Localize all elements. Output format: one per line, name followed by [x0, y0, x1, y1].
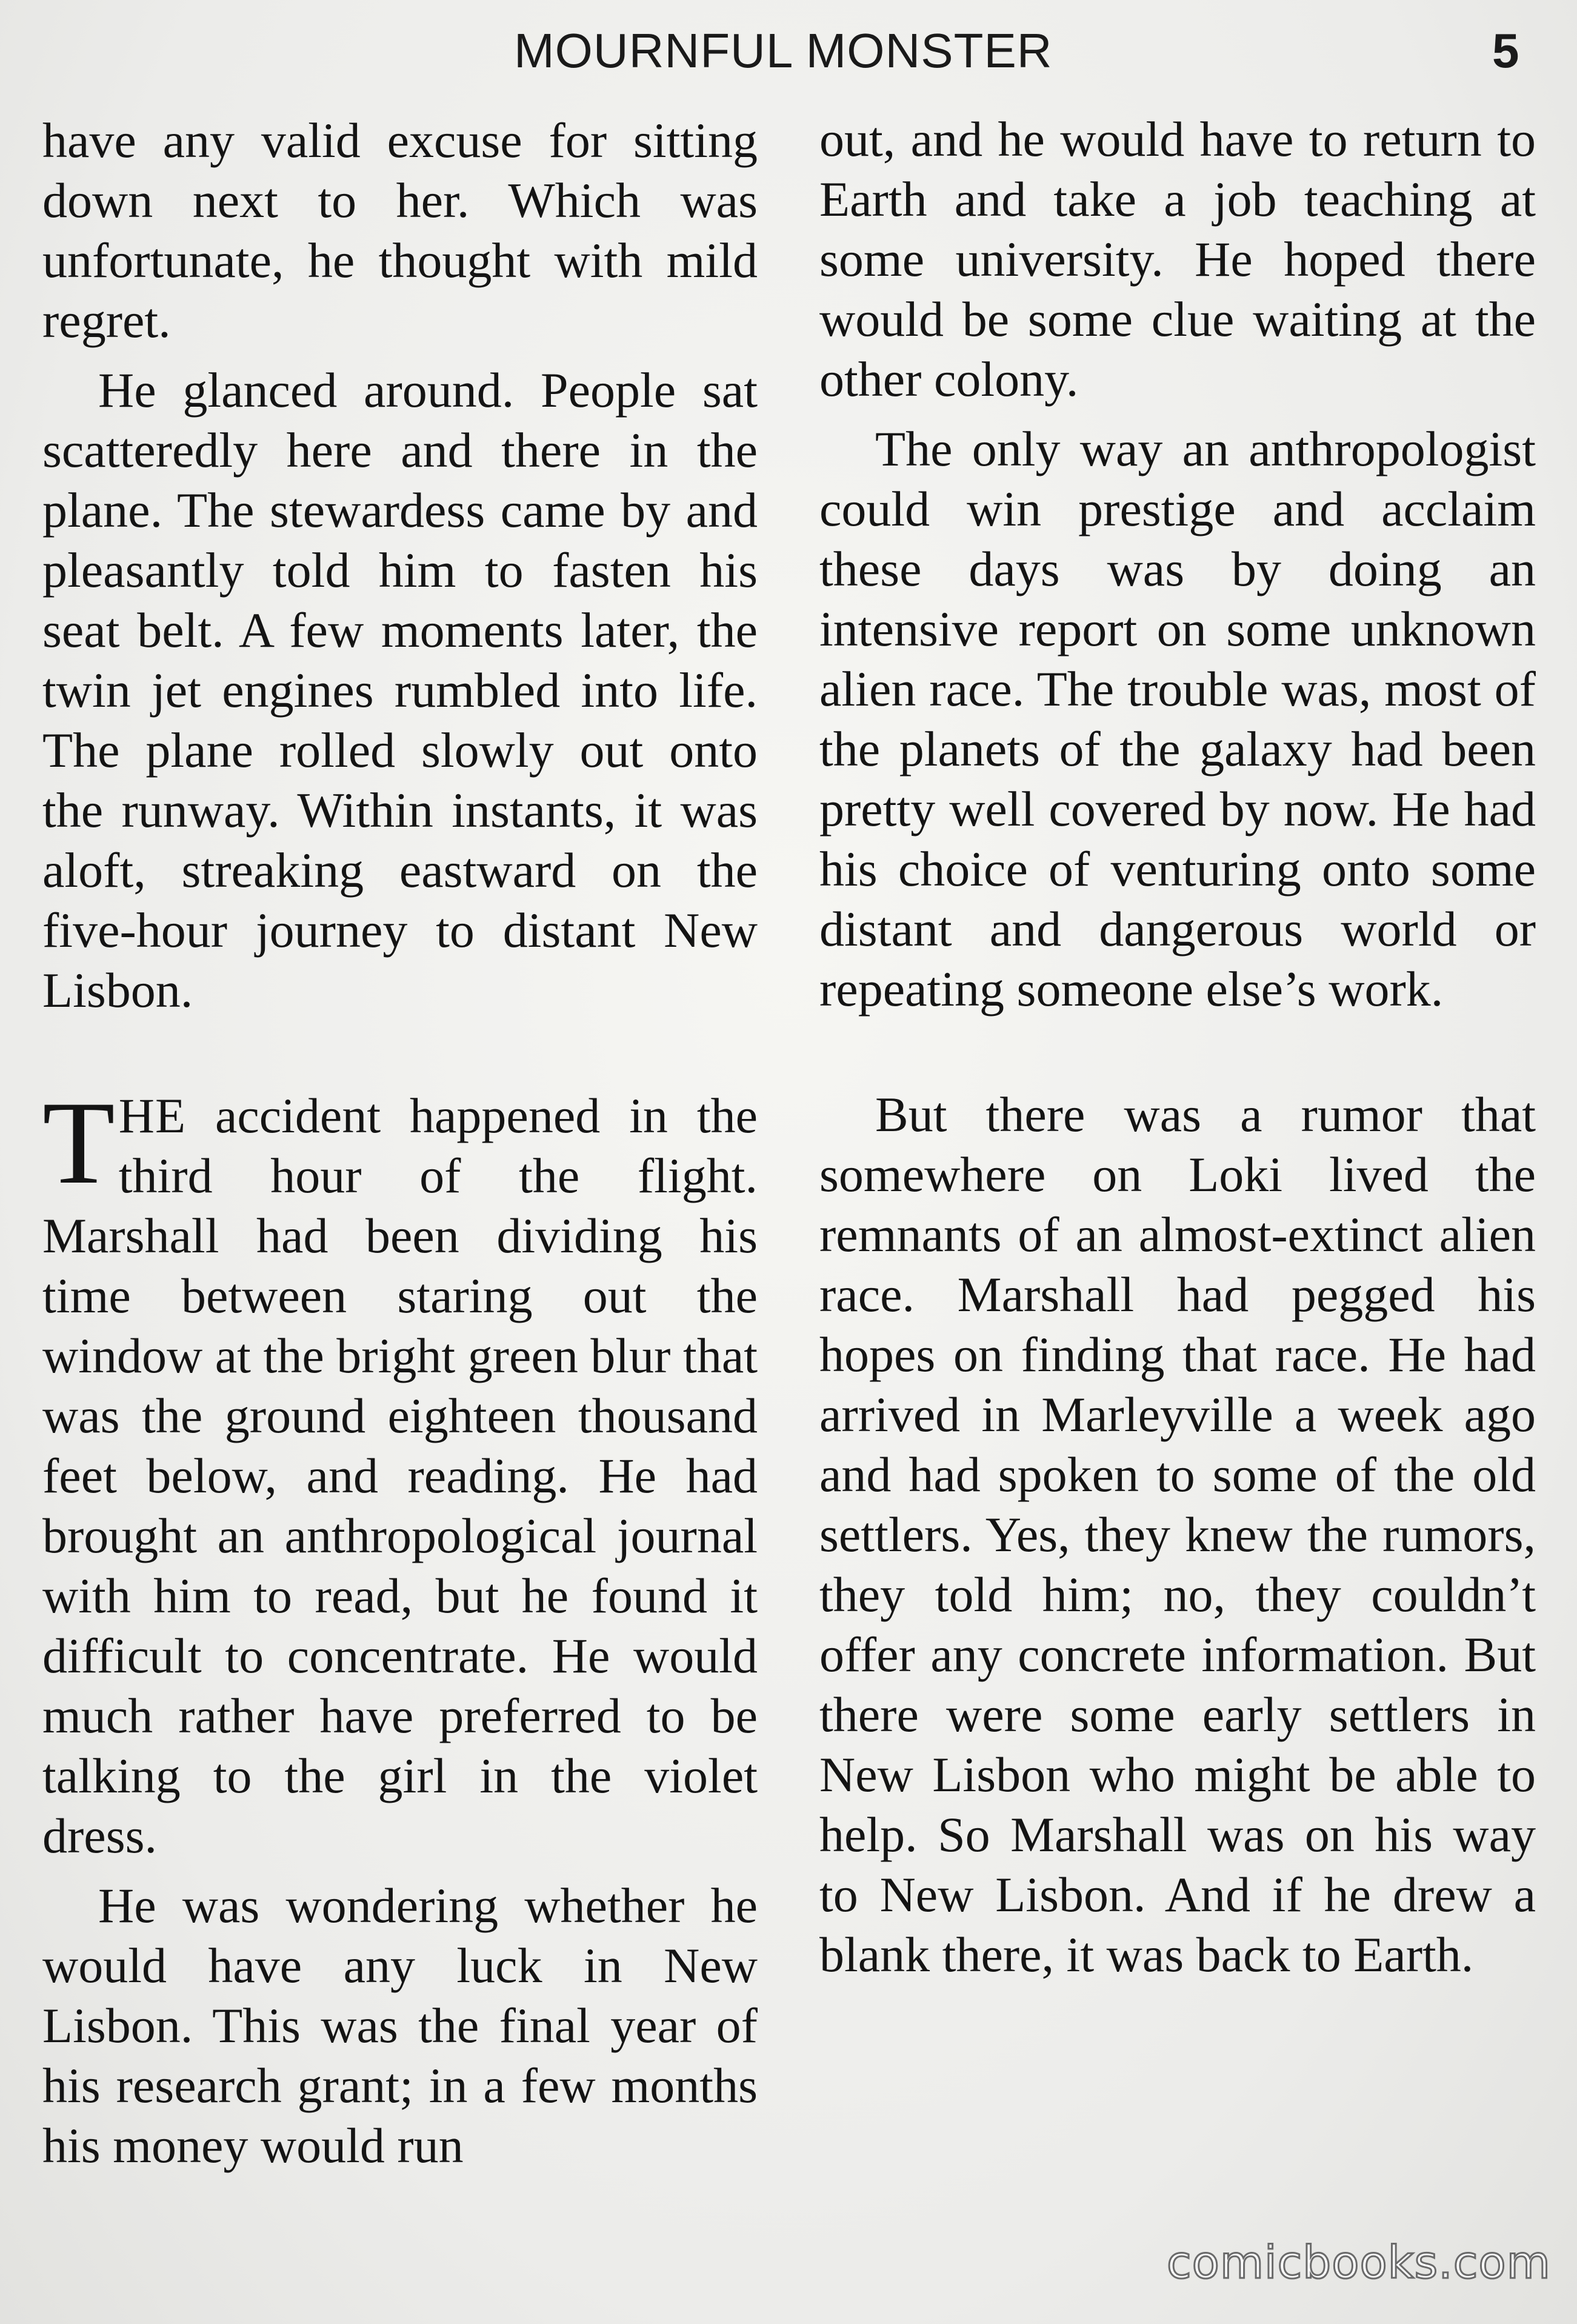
left-column	[42, 110, 758, 2175]
drop-cap: T	[42, 1077, 115, 1209]
paragraph-wondering: He was wondering whether he would have any luck in New Lisbon. This was the final year of his research grant; in a few months his money would run	[42, 1878, 758, 2173]
lead-in: HE	[118, 1088, 187, 1143]
watermark: comicbooks.com	[1167, 2237, 1551, 2289]
paragraph-continued-right: out, and he would have to return to Earth and take a job teaching at some university. He hoped there would be some clue waiting at the other colony.	[819, 112, 1536, 407]
paragraph-continued: have any valid excuse for sitting down next to her. Which was unfortunate, he thought with mild regret.	[42, 113, 758, 348]
page-header	[0, 18, 1577, 85]
paragraph-accident	[42, 1077, 758, 1866]
right-column	[819, 109, 1536, 1985]
paragraph-rumor: But there was a rumor that somewhere on Loki lived the remnants of an almost-extinct alien race. Marshall had pegged his hopes on finding that race. He had arrived in Marleyville a week ago and had spoken to some of the old settlers. Yes, they knew the rumors, they told him; no, they couldn’t offer any concrete information. But there were some early settlers in New Lisbon who might be able to help. So Marshall was on his way to New Lisbon. And if he drew a blank there, it was back to Earth.	[819, 1087, 1536, 1982]
paragraph-accident-text: accident happened in the third hour of the flight. Marshall had been dividing his time between staring out the window at the bright green blur that was the ground eighteen thousand feet below, and reading. He had brought an anthropological journal with him to read, but he found it difficult to concentrate. He would much rather have preferred to be talking to the girl in the violet dress.	[42, 1088, 758, 1863]
page-number: 5	[1492, 24, 1519, 78]
paragraph-plane-takeoff: He glanced around. People sat scatteredly here and there in the plane. The stewardess came by and pleasantly told him to fasten his seat belt. A few moments later, the twin jet engines rumbled into life. The plane rolled slowly out onto the runway. Within instants, it was aloft, streaking eastward on the five-hour journey to distant New Lisbon.	[42, 362, 758, 1018]
paragraph-prestige: The only way an anthropologist could win prestige and acclaim these days was by doing an intensive report on some unknown alien race. The trouble was, most of the planets of the galaxy had been pretty well covered by now. He had his choice of venturing onto some distant and dangerous world or repeating someone else’s work.	[819, 421, 1536, 1017]
running-title: MOURNFUL MONSTER	[514, 24, 1053, 78]
